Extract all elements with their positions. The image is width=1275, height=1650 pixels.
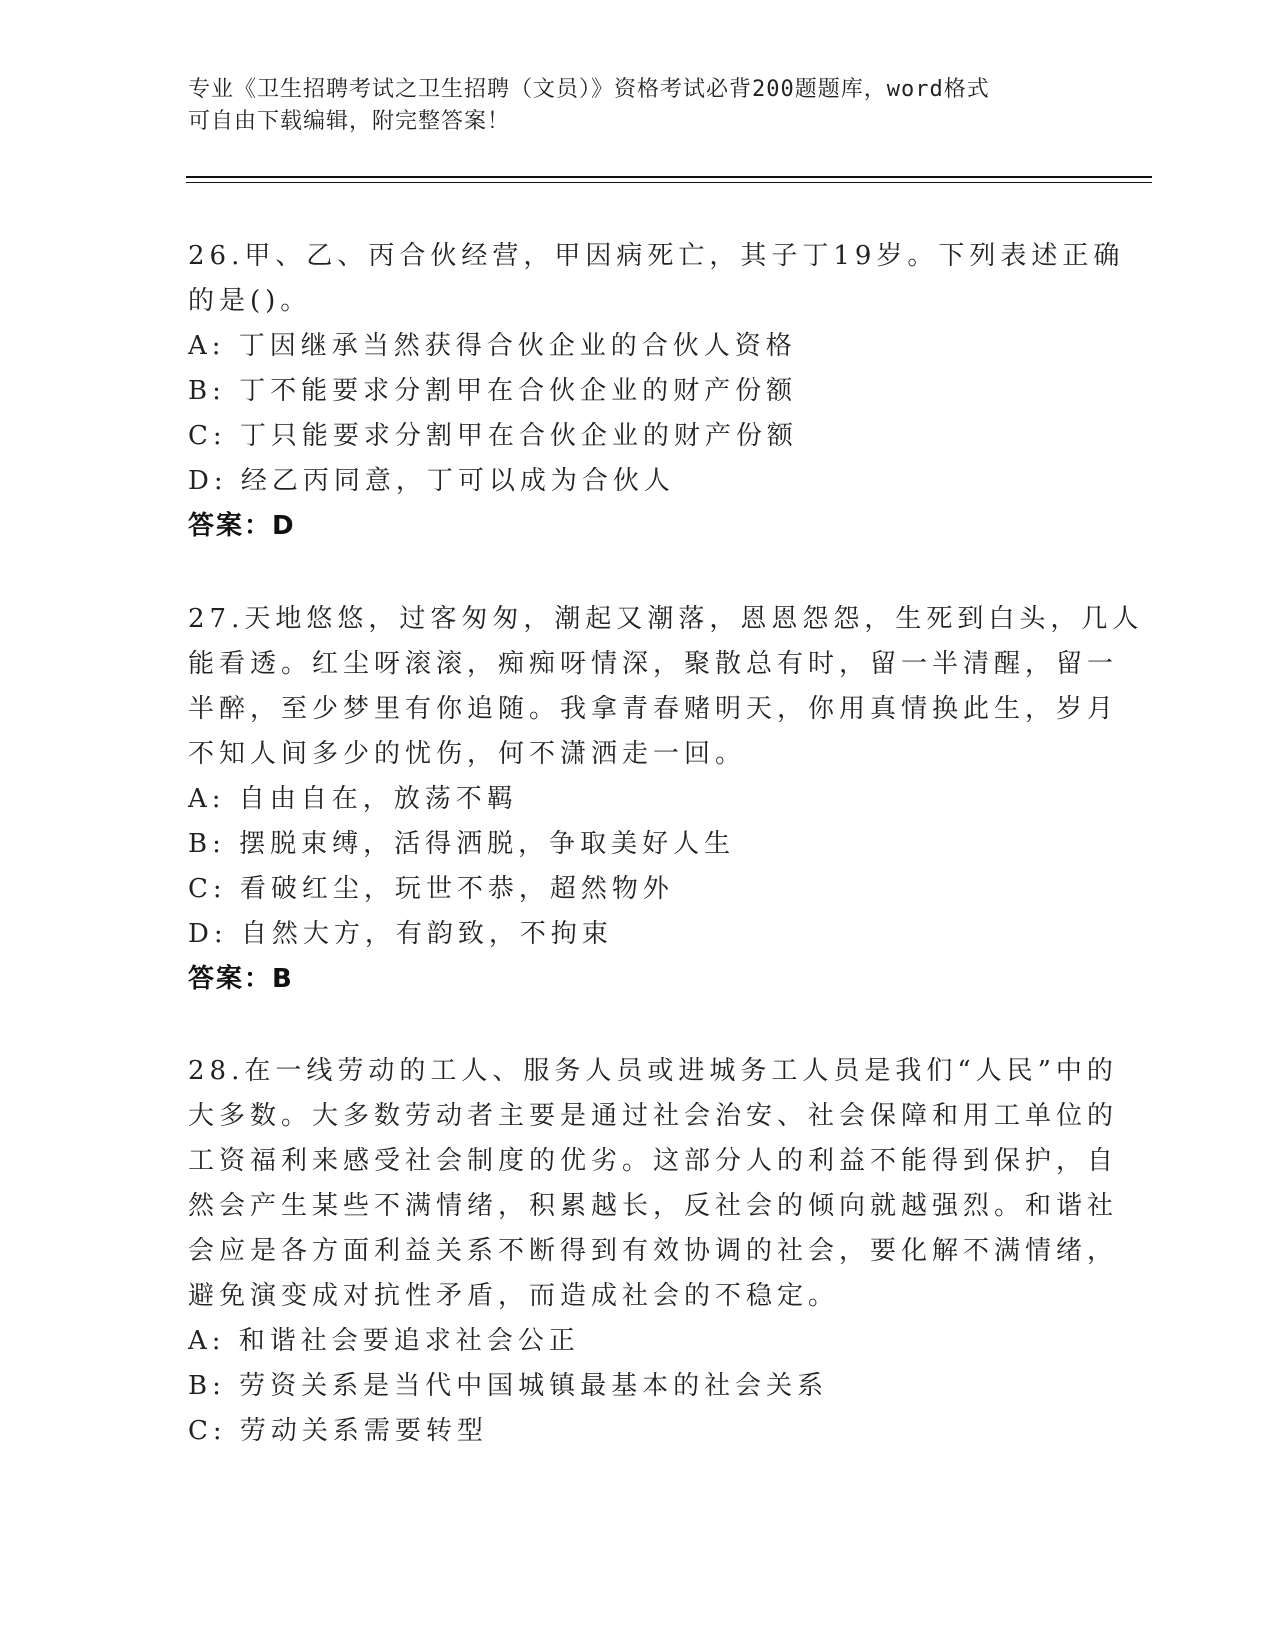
header-title-line-2: 可自由下载编辑，附完整答案！ (188, 109, 511, 134)
question-27 (188, 597, 1144, 1002)
option-b: B: 摆脱束缚，活得洒脱，争取美好人生 (188, 829, 736, 859)
question-text-line: 能看透。红尘呀滚滚，痴痴呀情深，聚散总有时，留一半清醒，留一 (188, 649, 1119, 679)
question-text-line: 大多数。大多数劳动者主要是通过社会治安、社会保障和用工单位的 (188, 1101, 1119, 1131)
option-d: D: 自然大方，有韵致，不拘束 (188, 919, 613, 949)
answer-label: 答案：D (188, 511, 296, 541)
option-b: B: 丁不能要求分割甲在合伙企业的财产份额 (188, 376, 798, 406)
question-text-line: 28.在一线劳动的工人、服务人员或进城务工人员是我们“人民”中的 (188, 1056, 1118, 1086)
question-text-line: 工资福利来感受社会制度的优劣。这部分人的利益不能得到保护，自 (188, 1146, 1119, 1176)
question-text-line: 然会产生某些不满情绪，积累越长，反社会的倾向就越强烈。和谐社 (188, 1191, 1119, 1221)
document-header (188, 74, 1068, 138)
question-26 (188, 234, 1125, 549)
option-b: B: 劳资关系是当代中国城镇最基本的社会关系 (188, 1371, 829, 1401)
question-28 (188, 1049, 1119, 1454)
header-title-line-1: 专业《卫生招聘考试之卫生招聘（文员）》资格考试必背200题题库，word格式 (188, 77, 990, 102)
question-text-line: 27.天地悠悠，过客匆匆，潮起又潮落，恩恩怨怨，生死到白头，几人 (188, 604, 1144, 634)
header-rule-thick (186, 176, 1152, 178)
question-text-line: 半醉，至少梦里有你追随。我拿青春赌明天，你用真情换此生，岁月 (188, 694, 1119, 724)
option-c: C: 丁只能要求分割甲在合伙企业的财产份额 (188, 421, 798, 451)
question-text-line: 的是()。 (188, 286, 312, 316)
question-text-line: 避免演变成对抗性矛盾，而造成社会的不稳定。 (188, 1281, 840, 1311)
header-rule-thin (186, 182, 1152, 183)
question-text-line: 会应是各方面利益关系不断得到有效协调的社会，要化解不满情绪， (188, 1236, 1119, 1266)
option-c: C: 劳动关系需要转型 (188, 1416, 488, 1446)
question-text-line: 26.甲、乙、丙合伙经营，甲因病死亡，其子丁19岁。下列表述正确 (188, 241, 1125, 271)
option-a: A: 自由自在，放荡不羁 (188, 784, 518, 814)
answer-label: 答案：B (188, 964, 294, 994)
option-a: A: 和谐社会要追求社会公正 (188, 1326, 580, 1356)
option-a: A: 丁因继承当然获得合伙企业的合伙人资格 (188, 331, 797, 361)
question-text-line: 不知人间多少的忧伤，何不潇洒走一回。 (188, 739, 747, 769)
option-d: D: 经乙丙同意，丁可以成为合伙人 (188, 466, 675, 496)
option-c: C: 看破红尘，玩世不恭，超然物外 (188, 874, 674, 904)
